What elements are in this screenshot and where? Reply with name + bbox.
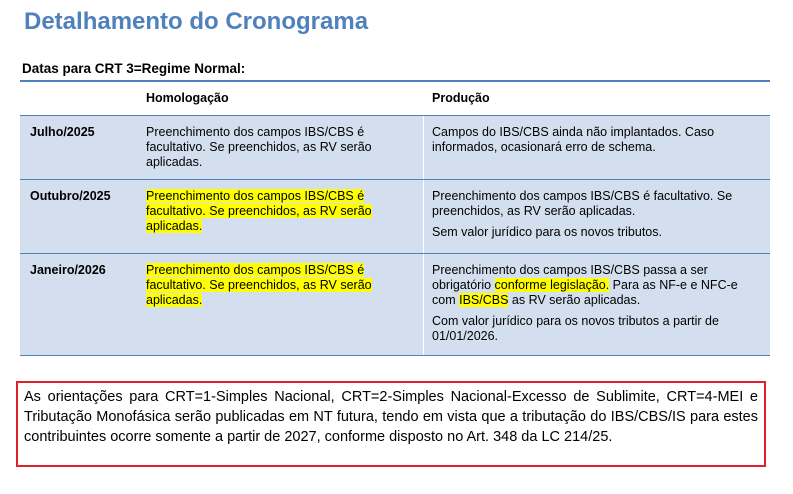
page-title: Detalhamento do Cronograma (24, 8, 369, 35)
text-run: Para as NF-e e NFC-e com (432, 278, 738, 307)
highlighted-text: conforme legislação. (494, 278, 610, 292)
homologacao-cell (138, 254, 424, 355)
producao-paragraph: Com valor jurídico para os novos tributos a partir de 01/01/2026. (432, 314, 719, 343)
section-title: Datas para CRT 3=Regime Normal: (22, 61, 246, 76)
producao-cell (424, 254, 770, 355)
header-homologacao: Homologação (146, 91, 229, 105)
schedule-table (20, 82, 770, 356)
header-period (20, 82, 138, 115)
period-cell: Julho/2025 (30, 125, 95, 139)
producao-paragraph: Sem valor jurídico para os novos tributos. (432, 225, 662, 239)
highlighted-text: Preenchimento dos campos IBS/CBS é facultativo. Se preenchidos, as RV serão aplicadas. (146, 263, 372, 307)
table-row (20, 116, 770, 180)
table-row (20, 254, 770, 356)
homologacao-cell: Preenchimento dos campos IBS/CBS é facultativo. Se preenchidos, as RV serão aplicadas. (138, 116, 424, 179)
table-row (20, 180, 770, 254)
notice-box: As orientações para CRT=1-Simples Nacional, CRT=2-Simples Nacional-Excesso de Sublimite, CRT=4-MEI e Tributação Monofásica serão publicadas em NT futura, tendo em vista que a tributação do IBS/CBS/IS para estes contribuintes ocorre somente a partir de 2027, conforme disposto no Art. 348 da LC 214/25. (16, 381, 766, 467)
text-run: as RV serão aplicadas. (508, 293, 641, 307)
text-run: Preenchimento dos campos IBS/CBS passa a ser obrigatório (432, 263, 708, 292)
period-cell: Outubro/2025 (30, 189, 111, 203)
header-producao: Produção (432, 91, 490, 105)
producao-cell: Campos do IBS/CBS ainda não implantados. Caso informados, ocasionará erro de schema. (432, 125, 715, 154)
highlighted-text: IBS/CBS (459, 293, 509, 307)
producao-cell (424, 180, 770, 253)
period-cell: Janeiro/2026 (30, 263, 106, 277)
producao-paragraph: Preenchimento dos campos IBS/CBS é facultativo. Se preenchidos, as RV serão aplicadas. (432, 189, 733, 218)
table-header-row (20, 82, 770, 116)
highlighted-text: Preenchimento dos campos IBS/CBS é facultativo. Se preenchidos, as RV serão aplicadas. (146, 189, 372, 233)
homologacao-cell (138, 180, 424, 253)
producao-paragraph (432, 263, 760, 308)
